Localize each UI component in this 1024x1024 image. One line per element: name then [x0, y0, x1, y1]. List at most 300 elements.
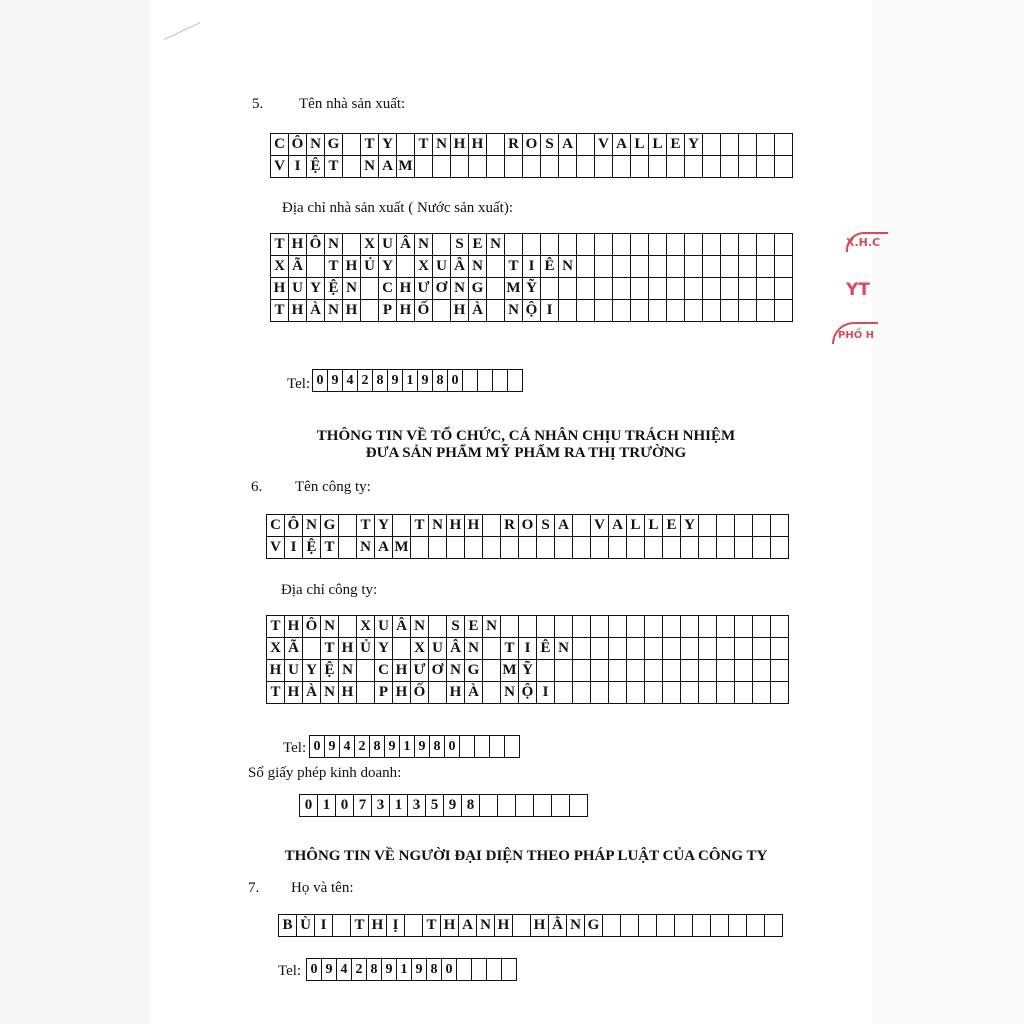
grid-cell [516, 795, 534, 817]
grid-cell [457, 959, 472, 981]
grid-cell: Ộ [523, 300, 541, 322]
grid-cell: T [505, 256, 523, 278]
grid-row [271, 278, 793, 300]
grid-cell [757, 256, 775, 278]
grid-cell: H [441, 915, 459, 937]
grid-cell: Ù [297, 915, 315, 937]
company-tel-label: Tel: [283, 740, 307, 756]
grid-cell [675, 915, 693, 937]
grid-cell: G [469, 278, 487, 300]
grid-cell [703, 300, 721, 322]
grid-cell: Ủ [357, 638, 375, 660]
grid-cell [631, 300, 649, 322]
grid-cell: Ư [415, 278, 433, 300]
grid-cell [361, 300, 379, 322]
grid-cell [649, 234, 667, 256]
grid-cell [483, 682, 501, 704]
grid-cell: Ỹ [523, 278, 541, 300]
grid-cell: I [289, 156, 307, 178]
grid-cell: Y [375, 638, 393, 660]
grid-row [271, 300, 793, 322]
company-tel-grid [309, 735, 520, 758]
grid-cell: N [307, 134, 325, 156]
grid-cell [771, 515, 789, 537]
grid-cell [649, 300, 667, 322]
grid-cell [343, 134, 361, 156]
grid-cell: M [393, 537, 411, 559]
grid-cell [753, 660, 771, 682]
grid-cell [703, 234, 721, 256]
grid-cell [487, 300, 505, 322]
grid-cell [555, 537, 573, 559]
grid-cell [645, 537, 663, 559]
grid-cell: T [501, 638, 519, 660]
grid-cell [775, 134, 793, 156]
section-heading-responsible-party: THÔNG TIN VỀ TỔ CHỨC, CÁ NHÂN CHỊU TRÁCH NHIỆM [316, 428, 736, 444]
grid-row [271, 134, 793, 156]
grid-cell: L [645, 515, 663, 537]
grid-cell [667, 256, 685, 278]
grid-cell [681, 537, 699, 559]
grid-cell: Y [685, 134, 703, 156]
stamp-text-top: X.H.C [846, 236, 881, 249]
grid-cell [663, 616, 681, 638]
grid-cell: N [451, 278, 469, 300]
representative-tel-label: Tel: [278, 963, 302, 979]
grid-cell [483, 638, 501, 660]
grid-cell [405, 915, 423, 937]
grid-cell [663, 638, 681, 660]
grid-cell [775, 300, 793, 322]
grid-cell [465, 537, 483, 559]
grid-cell [753, 515, 771, 537]
grid-cell [609, 537, 627, 559]
grid-cell [757, 278, 775, 300]
grid-cell [609, 682, 627, 704]
grid-cell [771, 616, 789, 638]
grid-cell [753, 616, 771, 638]
grid-cell [735, 660, 753, 682]
scan-left-margin [0, 0, 150, 1024]
grid-cell: S [451, 234, 469, 256]
grid-cell [739, 278, 757, 300]
grid-cell [609, 616, 627, 638]
grid-cell [343, 234, 361, 256]
grid-cell [631, 256, 649, 278]
grid-cell: V [595, 134, 613, 156]
grid-cell: 9 [328, 370, 343, 392]
grid-cell [747, 915, 765, 937]
grid-cell: G [321, 515, 339, 537]
grid-cell: Ơ [429, 660, 447, 682]
grid-cell [487, 256, 505, 278]
grid-cell [711, 915, 729, 937]
grid-cell: Ệ [325, 278, 343, 300]
grid-cell [645, 660, 663, 682]
grid-cell [717, 515, 735, 537]
grid-cell: 1 [400, 736, 415, 758]
grid-cell [681, 660, 699, 682]
grid-cell: 9 [382, 959, 397, 981]
grid-cell: 4 [337, 959, 352, 981]
grid-cell: T [267, 682, 285, 704]
grid-cell: T [321, 638, 339, 660]
grid-cell: 8 [430, 736, 445, 758]
grid-row [267, 616, 789, 638]
grid-cell: I [523, 256, 541, 278]
grid-cell: Ố [415, 300, 433, 322]
grid-cell [513, 915, 531, 937]
grid-cell: C [375, 660, 393, 682]
grid-cell [657, 915, 675, 937]
grid-cell: Ê [541, 256, 559, 278]
grid-cell [487, 278, 505, 300]
grid-cell: Ủ [361, 256, 379, 278]
grid-cell: Ệ [321, 660, 339, 682]
grid-cell: 1 [318, 795, 336, 817]
grid-cell [627, 537, 645, 559]
grid-cell [463, 370, 478, 392]
grid-cell: 4 [343, 370, 358, 392]
grid-cell: N [465, 638, 483, 660]
section-5-number: 5. [252, 96, 264, 112]
grid-cell [505, 234, 523, 256]
grid-cell [429, 537, 447, 559]
grid-cell [502, 959, 517, 981]
grid-cell: A [609, 515, 627, 537]
grid-cell [609, 660, 627, 682]
grid-cell [573, 660, 591, 682]
grid-row [313, 370, 523, 392]
grid-cell: N [303, 515, 321, 537]
grid-cell [433, 234, 451, 256]
grid-cell [505, 156, 523, 178]
grid-cell [699, 682, 717, 704]
grid-cell: Ỹ [519, 660, 537, 682]
grid-cell: H [531, 915, 549, 937]
grid-cell [627, 660, 645, 682]
grid-cell [573, 537, 591, 559]
grid-cell [757, 300, 775, 322]
grid-cell [357, 660, 375, 682]
grid-cell: H [397, 278, 415, 300]
grid-row [271, 156, 793, 178]
grid-cell: N [415, 234, 433, 256]
grid-cell [775, 278, 793, 300]
grid-cell: X [271, 256, 289, 278]
grid-cell: N [343, 278, 361, 300]
grid-cell [415, 156, 433, 178]
grid-cell [469, 156, 487, 178]
grid-cell: G [465, 660, 483, 682]
grid-cell: U [433, 256, 451, 278]
grid-cell: 1 [403, 370, 418, 392]
grid-cell [699, 660, 717, 682]
grid-cell: Ê [537, 638, 555, 660]
grid-cell [519, 616, 537, 638]
business-license-label: Số giấy phép kinh doanh: [248, 765, 402, 781]
grid-cell: 2 [358, 370, 373, 392]
grid-cell [649, 156, 667, 178]
grid-cell [498, 795, 516, 817]
grid-cell: N [433, 134, 451, 156]
grid-cell: 0 [448, 370, 463, 392]
grid-cell: 0 [300, 795, 318, 817]
grid-cell: B [279, 915, 297, 937]
grid-cell [472, 959, 487, 981]
grid-cell [613, 234, 631, 256]
grid-cell: T [267, 616, 285, 638]
grid-cell: 5 [426, 795, 444, 817]
grid-cell [478, 370, 493, 392]
grid-cell: N [429, 515, 447, 537]
grid-cell [591, 682, 609, 704]
grid-cell: Ô [285, 515, 303, 537]
grid-cell: C [379, 278, 397, 300]
grid-cell [433, 300, 451, 322]
grid-cell: M [505, 278, 523, 300]
grid-cell [645, 682, 663, 704]
grid-cell: 8 [370, 736, 385, 758]
grid-cell: N [567, 915, 585, 937]
grid-cell: I [285, 537, 303, 559]
grid-row [267, 638, 789, 660]
grid-cell [577, 234, 595, 256]
grid-cell: Ị [387, 915, 405, 937]
grid-cell [429, 682, 447, 704]
grid-cell [487, 134, 505, 156]
grid-cell: L [627, 515, 645, 537]
grid-cell [339, 537, 357, 559]
grid-cell: N [469, 256, 487, 278]
grid-cell: E [469, 234, 487, 256]
grid-cell: H [495, 915, 513, 937]
grid-cell: V [271, 156, 289, 178]
grid-row [267, 537, 789, 559]
grid-cell: 9 [385, 736, 400, 758]
grid-cell [591, 638, 609, 660]
grid-cell: N [321, 616, 339, 638]
grid-cell: H [289, 234, 307, 256]
grid-cell [508, 370, 523, 392]
grid-cell [775, 156, 793, 178]
grid-cell: 8 [373, 370, 388, 392]
grid-cell [559, 278, 577, 300]
grid-cell [613, 156, 631, 178]
grid-cell: P [379, 300, 397, 322]
grid-cell: H [267, 660, 285, 682]
grid-cell: H [465, 515, 483, 537]
grid-cell [573, 515, 591, 537]
grid-cell [483, 660, 501, 682]
grid-cell: Y [375, 515, 393, 537]
grid-cell: L [631, 134, 649, 156]
grid-cell [681, 638, 699, 660]
manufacturer-address-label: Địa chỉ nhà sản xuất ( Nước sản xuất): [282, 200, 513, 216]
grid-cell: H [339, 638, 357, 660]
grid-cell [501, 616, 519, 638]
grid-cell [627, 616, 645, 638]
grid-cell [577, 278, 595, 300]
grid-cell [753, 537, 771, 559]
grid-cell [339, 515, 357, 537]
grid-cell: O [523, 134, 541, 156]
grid-cell [775, 256, 793, 278]
grid-cell: Ô [303, 616, 321, 638]
grid-cell: Ô [307, 234, 325, 256]
grid-cell: I [541, 300, 559, 322]
manufacturer-tel-label: Tel: [287, 376, 311, 392]
grid-cell: N [325, 300, 343, 322]
grid-cell [570, 795, 588, 817]
grid-cell [693, 915, 711, 937]
grid-cell: X [415, 256, 433, 278]
grid-cell [573, 616, 591, 638]
grid-cell: R [501, 515, 519, 537]
grid-cell [523, 234, 541, 256]
grid-cell [717, 682, 735, 704]
grid-cell: X [411, 638, 429, 660]
grid-cell: X [357, 616, 375, 638]
grid-cell: N [505, 300, 523, 322]
grid-cell: H [393, 682, 411, 704]
company-address-grid [266, 615, 789, 704]
grid-cell [757, 156, 775, 178]
grid-cell [685, 234, 703, 256]
grid-cell [559, 156, 577, 178]
grid-cell [433, 156, 451, 178]
grid-row [300, 795, 588, 817]
grid-cell: U [285, 660, 303, 682]
grid-row [267, 682, 789, 704]
grid-cell: 0 [310, 736, 325, 758]
grid-cell [735, 682, 753, 704]
grid-cell: 8 [462, 795, 480, 817]
grid-cell: H [451, 134, 469, 156]
grid-cell [487, 959, 502, 981]
grid-cell: H [369, 915, 387, 937]
grid-cell [460, 736, 475, 758]
grid-cell: Y [307, 278, 325, 300]
grid-cell: 0 [336, 795, 354, 817]
grid-cell [663, 682, 681, 704]
grid-cell: H [451, 300, 469, 322]
grid-cell: Y [681, 515, 699, 537]
grid-cell: U [429, 638, 447, 660]
manufacturer-name-label: Tên nhà sản xuất: [299, 96, 406, 112]
grid-cell [429, 616, 447, 638]
grid-cell: 1 [397, 959, 412, 981]
grid-cell [577, 256, 595, 278]
grid-cell: Ã [285, 638, 303, 660]
grid-cell [475, 736, 490, 758]
grid-cell: Ệ [303, 537, 321, 559]
grid-cell [663, 537, 681, 559]
grid-cell: U [289, 278, 307, 300]
grid-cell [595, 300, 613, 322]
scan-right-strip [872, 0, 1024, 1024]
grid-cell: Y [379, 256, 397, 278]
grid-cell [577, 156, 595, 178]
grid-cell: A [559, 134, 577, 156]
grid-cell: M [501, 660, 519, 682]
grid-cell [447, 537, 465, 559]
grid-cell: 9 [412, 959, 427, 981]
grid-cell [483, 537, 501, 559]
grid-cell [703, 256, 721, 278]
grid-cell [721, 256, 739, 278]
grid-cell: 3 [408, 795, 426, 817]
grid-cell: Y [303, 660, 321, 682]
grid-cell: N [321, 682, 339, 704]
grid-cell [735, 537, 753, 559]
grid-cell: O [519, 515, 537, 537]
grid-cell: T [423, 915, 441, 937]
grid-cell: Ộ [519, 682, 537, 704]
grid-cell: 8 [427, 959, 442, 981]
grid-cell [721, 134, 739, 156]
grid-cell [487, 156, 505, 178]
grid-cell [577, 134, 595, 156]
grid-cell: 9 [444, 795, 462, 817]
grid-cell [739, 156, 757, 178]
grid-cell [603, 915, 621, 937]
grid-cell: Â [393, 616, 411, 638]
grid-cell [493, 370, 508, 392]
grid-cell [649, 278, 667, 300]
grid-cell [595, 256, 613, 278]
grid-cell: A [379, 156, 397, 178]
grid-cell [537, 660, 555, 682]
grid-cell: S [447, 616, 465, 638]
grid-cell: N [501, 682, 519, 704]
grid-cell [757, 134, 775, 156]
grid-cell: T [325, 256, 343, 278]
grid-cell: 0 [307, 959, 322, 981]
grid-cell: 2 [355, 736, 370, 758]
grid-cell [303, 638, 321, 660]
grid-cell [613, 278, 631, 300]
grid-cell [621, 915, 639, 937]
grid-cell: A [613, 134, 631, 156]
grid-cell [339, 616, 357, 638]
grid-cell: T [271, 234, 289, 256]
grid-cell [685, 300, 703, 322]
grid-cell [483, 515, 501, 537]
grid-cell [681, 616, 699, 638]
grid-cell: 9 [388, 370, 403, 392]
grid-cell: N [411, 616, 429, 638]
representative-name-grid [278, 914, 783, 937]
grid-cell [699, 638, 717, 660]
grid-cell: C [271, 134, 289, 156]
grid-cell [703, 134, 721, 156]
grid-cell [663, 660, 681, 682]
grid-cell [357, 682, 375, 704]
grid-cell: N [477, 915, 495, 937]
grid-cell [735, 638, 753, 660]
grid-cell: N [483, 616, 501, 638]
grid-cell [753, 638, 771, 660]
grid-cell [735, 515, 753, 537]
grid-cell [609, 638, 627, 660]
grid-cell [757, 234, 775, 256]
grid-cell: Ư [411, 660, 429, 682]
grid-cell [555, 682, 573, 704]
grid-cell [537, 537, 555, 559]
grid-row [267, 660, 789, 682]
grid-cell: N [447, 660, 465, 682]
